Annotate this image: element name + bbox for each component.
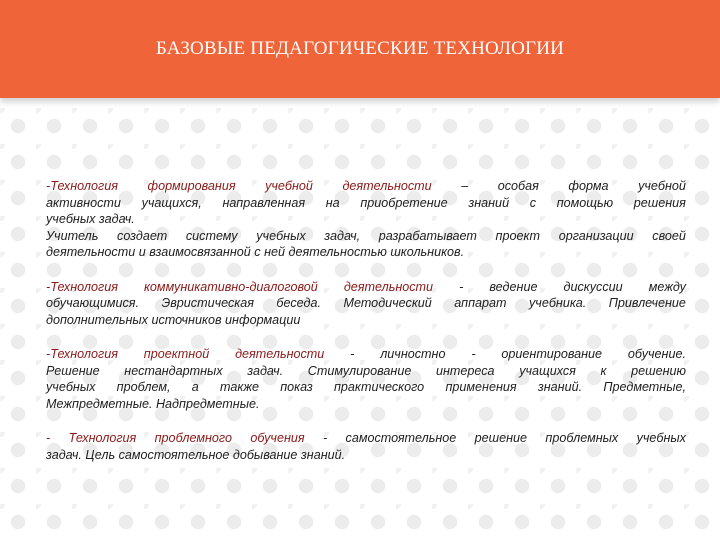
word: личностно	[380, 347, 446, 361]
text-line	[46, 279, 686, 296]
word: -	[46, 431, 51, 445]
word: аппарат	[454, 296, 507, 310]
word: разрабатывает	[378, 228, 477, 243]
word: деятельности	[235, 347, 325, 361]
word: проблемных	[545, 431, 619, 445]
word: учащихся	[519, 363, 576, 378]
text-line	[46, 195, 686, 212]
text-line	[46, 430, 686, 447]
word: Предметные,	[603, 380, 686, 394]
word: -Технология	[46, 347, 118, 361]
word: на	[325, 195, 340, 210]
word: Учитель	[46, 228, 99, 243]
slide-header	[0, 0, 720, 98]
word: самостоятельное	[345, 431, 457, 445]
text-line	[46, 447, 686, 464]
word: Методический	[343, 296, 432, 310]
word: коммуникативно-диалоговой	[143, 279, 318, 294]
word: обучение.	[627, 347, 686, 361]
text-line	[46, 295, 686, 312]
word: решения	[633, 195, 686, 210]
word: знаний.	[537, 380, 583, 394]
word: с	[529, 195, 537, 210]
word: Межпредметные. Надпредметные.	[46, 396, 260, 411]
word: обучающимися.	[46, 296, 139, 310]
word: деятельности и взаимосвязанной с ней деятельностью школьников.	[46, 245, 465, 259]
word: интереса	[435, 363, 495, 378]
word: учебника.	[529, 296, 587, 310]
word: проектной	[143, 347, 210, 361]
paragraph-learning-activity	[46, 178, 686, 261]
word: учебных задач.	[46, 212, 135, 226]
word: создает	[117, 228, 168, 243]
paragraph-communicative-dialogue	[46, 279, 686, 329]
word: -Технология	[46, 279, 118, 294]
word: также	[220, 380, 259, 394]
word: задач. Цель самостоятельное добывание знаний.	[46, 447, 346, 462]
word: организации	[558, 228, 634, 243]
word: деятельности	[342, 179, 432, 193]
word: показ	[280, 380, 313, 394]
word: форма	[568, 179, 609, 193]
text-line	[46, 363, 686, 380]
word: деятельности	[343, 279, 434, 294]
word: знаний	[468, 195, 510, 210]
word: -	[459, 279, 464, 294]
word: Привлечение	[608, 296, 686, 310]
text-line	[46, 379, 686, 396]
word: учебных	[256, 228, 306, 243]
word: беседа.	[276, 296, 321, 310]
text-line	[46, 346, 686, 363]
paragraph-problem-learning	[46, 430, 686, 463]
word: учебной	[265, 179, 313, 193]
word: направленная	[222, 195, 306, 210]
word: Эвристическая	[161, 296, 254, 310]
text-line	[46, 211, 686, 228]
word: обучения	[250, 431, 305, 445]
word: ведение	[489, 279, 538, 294]
word: Решение	[46, 363, 100, 378]
word: -Технология	[46, 179, 118, 193]
word: учебной	[638, 179, 686, 193]
word: проблем,	[116, 380, 171, 394]
word: учебных	[636, 431, 686, 445]
word: к	[600, 363, 607, 378]
word: своей	[652, 228, 686, 243]
word: ориентирование	[501, 347, 603, 361]
word: -	[350, 347, 355, 361]
paragraph-project-activity	[46, 346, 686, 412]
text-line	[46, 312, 686, 329]
word: дополнительных источников информации	[46, 312, 301, 327]
word: решение	[474, 431, 528, 445]
word: учебных	[46, 380, 96, 394]
word: решению	[631, 363, 686, 378]
word: особая	[497, 179, 539, 193]
word: -	[322, 431, 328, 445]
text-line	[46, 244, 686, 261]
word: помощью	[556, 195, 614, 210]
word: Технология	[68, 431, 137, 445]
text-line	[46, 396, 686, 413]
word: задач,	[324, 228, 361, 243]
word: применения	[445, 380, 517, 394]
word: задач.	[247, 363, 284, 378]
word: проблемного	[154, 431, 232, 445]
word: проект	[495, 228, 541, 243]
word: а	[191, 380, 199, 394]
word: учащихся,	[141, 195, 202, 210]
word: практического	[333, 380, 425, 394]
word: систему	[185, 228, 238, 243]
word: нестандартных	[124, 363, 223, 378]
word: между	[648, 279, 686, 294]
word: дискуссии	[563, 279, 623, 294]
word: –	[461, 179, 469, 193]
word: формирования	[147, 179, 236, 193]
slide-title: БАЗОВЫЕ ПЕДАГОГИЧЕСКИЕ ТЕХНОЛОГИИ	[155, 38, 565, 59]
word: -	[471, 347, 476, 361]
slide-content	[46, 178, 686, 481]
text-line	[46, 228, 686, 245]
word: активности	[46, 195, 121, 210]
word: Стимулирование	[307, 363, 412, 378]
word: приобретение	[360, 195, 448, 210]
text-line	[46, 178, 686, 195]
